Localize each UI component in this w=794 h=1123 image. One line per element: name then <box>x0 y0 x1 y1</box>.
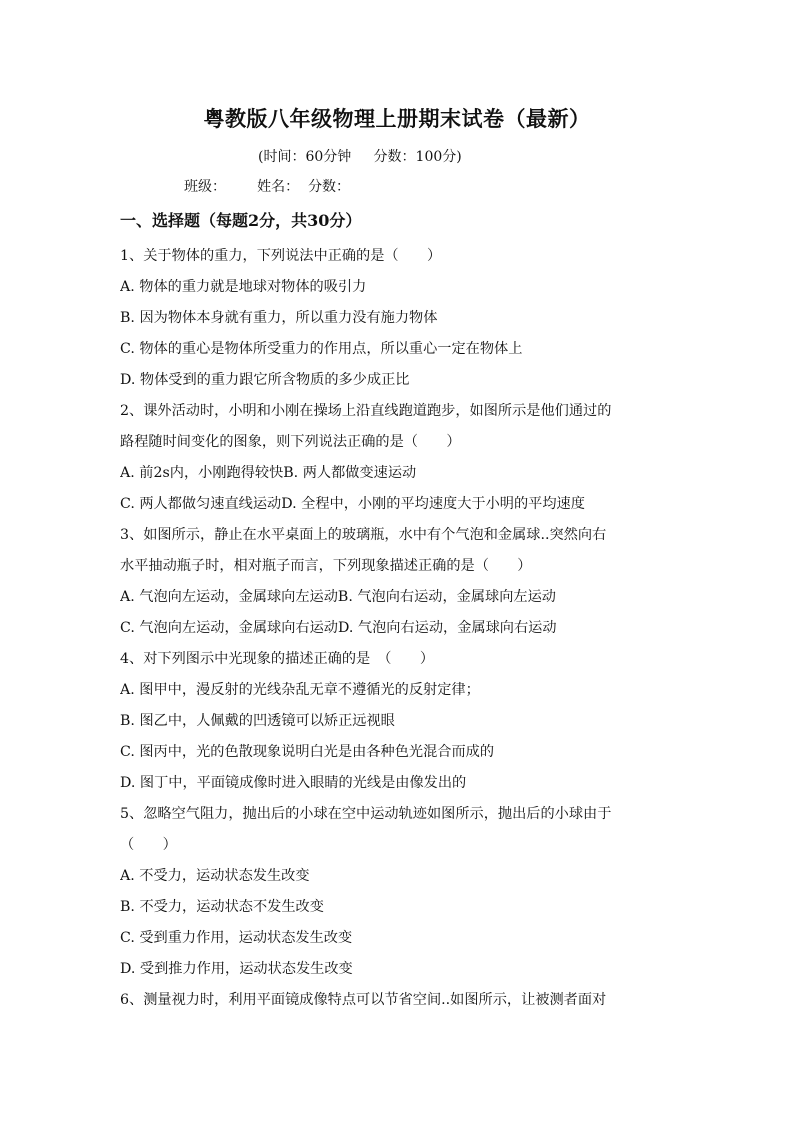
question-line: D. 受到推力作用，运动状态发生改变 <box>120 961 353 977</box>
question-line: A. 前2s内，小刚跑得较快B. 两人都做变速运动 <box>120 465 417 481</box>
question-line: B. 不受力，运动状态不发生改变 <box>120 899 324 915</box>
question-line: A. 图甲中，漫反射的光线杂乱无章不遵循光的反射定律； <box>120 682 480 698</box>
question-line: B. 图乙中，人佩戴的凹透镜可以矫正远视眼 <box>120 713 395 729</box>
class-label: 班级： <box>184 179 226 195</box>
exam-meta <box>258 146 462 166</box>
section-title: 一、选择题（每题2分，共30分） <box>120 211 362 230</box>
question-line: C. 图丙中，光的色散现象说明白光是由各种色光混合而成的 <box>120 744 495 760</box>
score-label: 分数： <box>308 179 351 195</box>
question-line: 路程随时间变化的图象，则下列说法正确的是（ ） <box>120 434 461 450</box>
question-line: B. 因为物体本身就有重力，所以重力没有施力物体 <box>120 310 438 326</box>
question-line: A. 气泡向左运动，金属球向左运动B. 气泡向右运动，金属球向左运动 <box>120 589 556 605</box>
question-list <box>120 241 680 1016</box>
question-line: C. 物体的重心是物体所受重力的作用点，所以重心一定在物体上 <box>120 341 523 357</box>
question-line: 3、如图所示，静止在水平桌面上的玻璃瓶，水中有个气泡和金属球..突然向右 <box>120 527 607 543</box>
question-line: 5、忽略空气阻力，抛出后的小球在空中运动轨迹如图所示，抛出后的小球由于 <box>120 806 612 822</box>
question-line: 1、关于物体的重力，下列说法中正确的是（ ） <box>120 248 442 264</box>
question-line: C. 受到重力作用，运动状态发生改变 <box>120 930 353 946</box>
question-line: 水平抽动瓶子时，相对瓶子而言，下列现象描述正确的是（ ） <box>120 558 532 574</box>
student-info <box>184 176 350 196</box>
exam-total-score: 分数：100分) <box>373 149 462 165</box>
question-line: C. 气泡向左运动，金属球向右运动D. 气泡向右运动，金属球向右运动 <box>120 620 557 636</box>
question-line: D. 图丁中，平面镜成像时进入眼睛的光线是由像发出的 <box>120 775 467 791</box>
name-label: 姓名： <box>257 179 300 195</box>
question-line: A. 物体的重力就是地球对物体的吸引力 <box>120 279 367 295</box>
exam-title: 粤教版八年级物理上册期末试卷（最新） <box>203 106 591 131</box>
question-line: D. 物体受到的重力跟它所含物质的多少成正比 <box>120 372 410 388</box>
exam-time: (时间：60分钟 <box>258 149 352 165</box>
question-line: 4、对下列图示中光现象的描述正确的是 （ ） <box>120 651 435 667</box>
question-line: C. 两人都做匀速直线运动D. 全程中，小刚的平均速度大于小明的平均速度 <box>120 496 585 512</box>
question-line: 6、测量视力时，利用平面镜成像特点可以节省空间..如图所示，让被测者面对 <box>120 992 607 1008</box>
question-line: （ ） <box>120 837 177 853</box>
question-line: 2、课外活动时，小明和小刚在操场上沿直线跑道跑步，如图所示是他们通过的 <box>120 403 612 419</box>
question-line: A. 不受力，运动状态发生改变 <box>120 868 310 884</box>
